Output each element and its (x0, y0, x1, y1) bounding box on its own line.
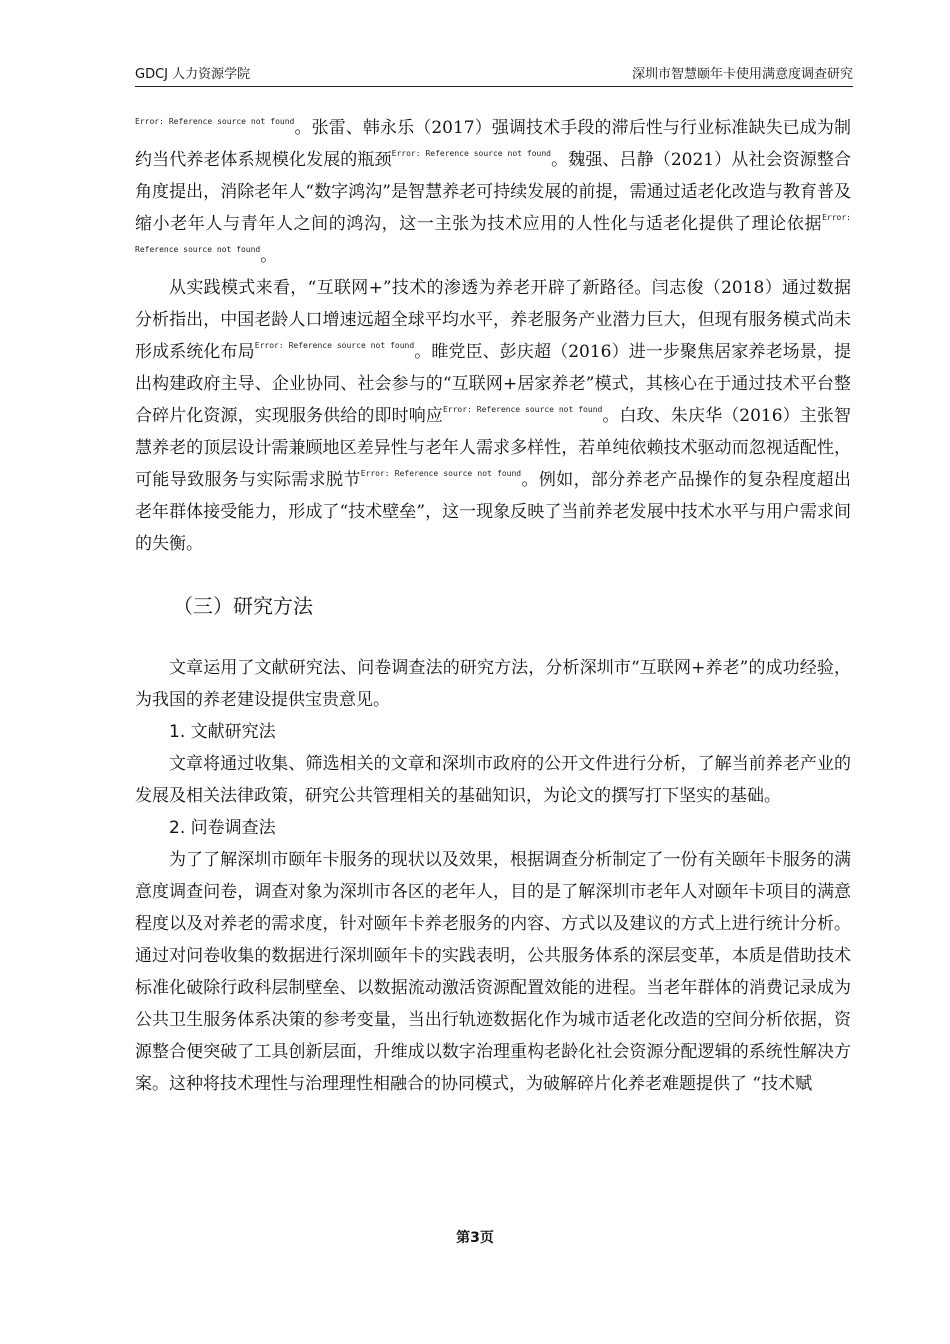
header-title: 深圳市智慧颐年卡使用满意度调查研究 (631, 67, 853, 82)
reference-error: Error: Reference source not found (254, 341, 415, 350)
reference-error: Error: Reference source not found (135, 117, 295, 126)
paragraph-methods-intro: 文章运用了文献研究法、问卷调查法的研究方法，分析深圳市“互联网+养老”的成功经验，为我国的养老建设提供宝贵意见。 (135, 658, 851, 710)
paragraph-text: 从实践模式来看，“互联网+”技术的渗透为养老开辟了新路径。闫志俊（2018）通过数据分析指出，中国老龄人口增速远超全球平均水平，养老服务产业潜力巨大，但现有服务模式尚未形成系统化布局 (135, 278, 851, 362)
reference-error: Error: Reference source not found (391, 149, 551, 158)
reference-error: Error: Reference source not found (135, 213, 851, 254)
paragraph-literature-1 (135, 112, 851, 272)
section-heading: （三）研究方法 (173, 594, 313, 618)
paragraph-text: 。 (260, 246, 278, 266)
subheading-survey-method: 2. 问卷调查法 (169, 818, 276, 838)
header-school: GDCJ 人力资源学院 (135, 67, 251, 82)
page-content (135, 112, 851, 1100)
page-header (135, 64, 853, 87)
paragraph-survey-method: 为了了解深圳市颐年卡服务的现状以及效果，根据调查分析制定了一份有关颐年卡服务的满意度调查问卷，调查对象为深圳市各区的老年人，目的是了解深圳市老年人对颐年卡项目的满意程度以及对养老的需求度，针对颐年卡养老服务的内容、方式以及建议的方式上进行统计分析。通过对问卷收集的数据进行深圳颐年卡的实践表明，公共服务体系的深层变革，本质是借助技术标准化破除行政科层制壁垒、以数据流动激活资源配置效能的进程。当老年群体的消费记录成为公共卫生服务体系决策的参考变量，当出行轨迹数据化作为城市适老化改造的空间分析依据，资源整合便突破了工具创新层面，升维成以数字治理重构老龄化社会资源分配逻辑的系统性解决方案。这种将技术理性与治理理性相融合的协同模式，为破解碎片化养老难题提供了 “技术赋 (135, 850, 851, 1094)
paragraph-literature-method: 文章将通过收集、筛选相关的文章和深圳市政府的公开文件进行分析，了解当前养老产业的发展及相关法律政策，研究公共管理相关的基础知识，为论文的撰写打下坚实的基础。 (135, 754, 851, 806)
paragraph-text: 。例如，部分养老产品操作的复杂程度超出老年群体接受能力，形成了“技术壁垒”，这一现象反映了当前养老发展中技术水平与用户需求间的失衡。 (135, 470, 852, 554)
paragraph-text: 。白玫、朱庆华（2016）主张智慧养老的顶层设计需兼顾地区差异性与老年人需求多样性，若单纯依赖技术驱动而忽视适配性，可能导致服务与实际需求脱节 (135, 406, 851, 490)
paragraph-text: 。魏强、吕静（2021）从社会资源整合角度提出，消除老年人“数字鸿沟”是智慧养老可持续发展的前提，需通过适老化改造与教育普及缩小老年人与青年人之间的鸿沟，这一主张为技术应用的人性化与适老化提供了理论依据 (135, 150, 851, 234)
paragraph-literature-2 (135, 272, 851, 560)
paragraph-text: 。睢党臣、彭庆超（2016）进一步聚焦居家养老场景，提出构建政府主导、企业协同、社会参与的“互联网+居家养老”模式，其核心在于通过技术平台整合碎片化资源，实现服务供给的即时响应 (135, 342, 851, 426)
page-number: 第3页 (456, 1230, 494, 1246)
paragraph-text: 。张雷、韩永乐（2017）强调技术手段的滞后性与行业标准缺失已成为制约当代养老体系规模化发展的瓶颈 (135, 118, 851, 170)
reference-error: Error: Reference source not found (360, 469, 522, 478)
subheading-literature-method: 1. 文献研究法 (169, 722, 276, 742)
reference-error: Error: Reference source not found (442, 405, 603, 414)
